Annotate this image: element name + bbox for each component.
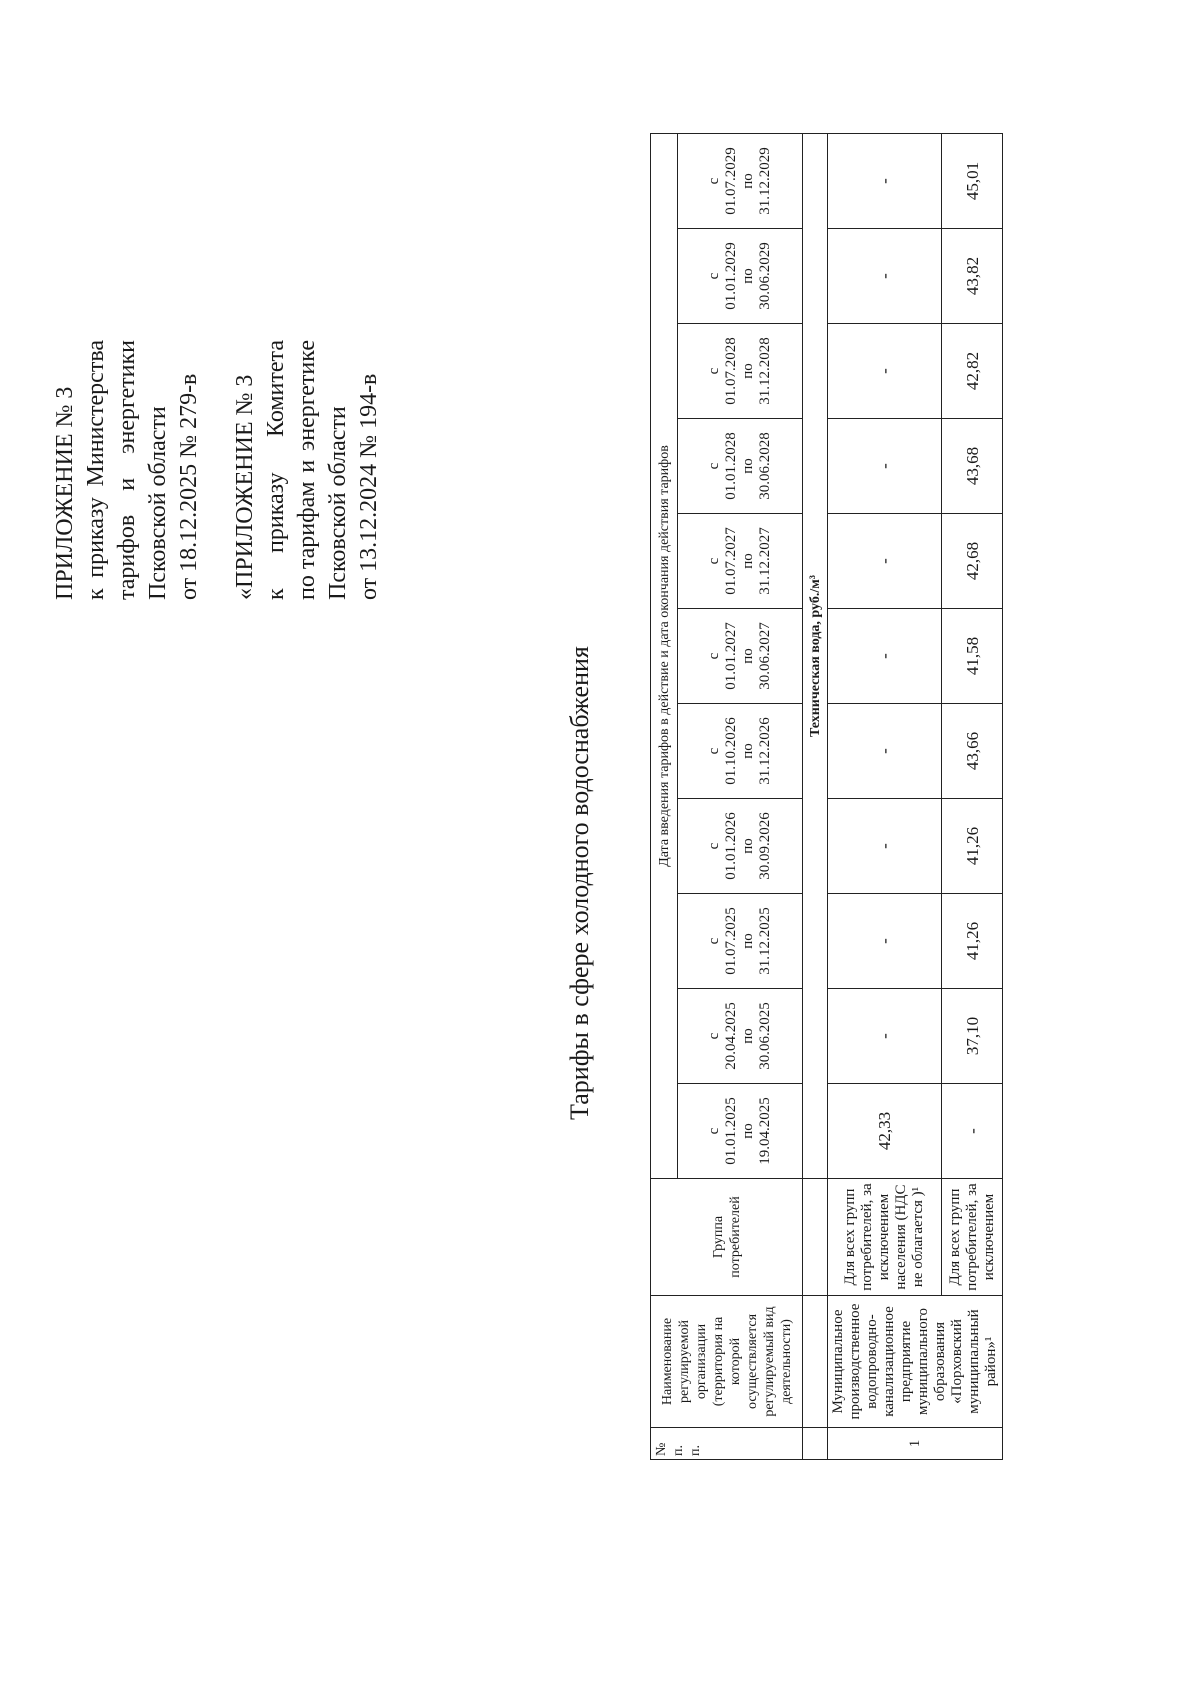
period-header	[678, 704, 803, 799]
tariff-value: 42,33	[828, 1084, 942, 1179]
word: тарифов	[114, 514, 140, 600]
period-header	[678, 894, 803, 989]
period-from	[706, 517, 740, 605]
period-from	[706, 1087, 740, 1175]
appendix-current-title: ПРИЛОЖЕНИЕ № 3	[52, 386, 78, 600]
tariff-value: -	[828, 799, 942, 894]
word: Комитета	[263, 340, 289, 437]
word: энергетике	[294, 340, 320, 452]
tariff-value: -	[828, 419, 942, 514]
period-from	[706, 327, 740, 415]
word: по тарифам	[294, 481, 320, 600]
period-prefix: с	[706, 747, 722, 755]
word: к	[83, 588, 109, 600]
tariff-value: 45,01	[942, 134, 1003, 229]
appendix-previous-line2	[261, 340, 292, 600]
period-start-date: 01.01.2027	[723, 622, 739, 690]
tariff-value: -	[828, 514, 942, 609]
table-row	[828, 134, 942, 1460]
period-from	[706, 232, 740, 320]
period-header	[678, 229, 803, 324]
period-to: 31.12.2025	[757, 907, 773, 975]
period-prefix: с	[706, 367, 722, 375]
section-spacer	[803, 1179, 828, 1296]
period-mid: по	[740, 838, 756, 854]
period-header	[678, 609, 803, 704]
tariff-value: -	[828, 324, 942, 419]
word: и	[114, 477, 140, 491]
tariff-value: 41,58	[942, 609, 1003, 704]
word: приказу	[83, 497, 109, 578]
group-cell: Для всех групп потребителей, за исключением населения (НДС не облагается )¹	[828, 1179, 942, 1296]
period-mid: по	[740, 458, 756, 474]
tariff-value: 43,66	[942, 704, 1003, 799]
period-prefix: с	[706, 937, 722, 945]
tariff-value: -	[828, 989, 942, 1084]
header-org: Наименование регулируемой организации (территория на которой осуществляется регулируемый вид деятельности)	[651, 1296, 803, 1428]
tariff-value: -	[828, 704, 942, 799]
period-prefix: с	[706, 557, 722, 565]
period-to: 30.06.2025	[757, 1002, 773, 1070]
appendix-previous-line3	[292, 340, 323, 600]
appendix-previous-line4: Псковской области	[325, 406, 351, 600]
period-from	[706, 802, 740, 890]
period-prefix: с	[706, 1127, 722, 1135]
document-title: Тарифы в сфере холодного водоснабжения	[565, 646, 594, 1120]
tariff-value: 42,68	[942, 514, 1003, 609]
period-start-date: 20.04.2025	[723, 1002, 739, 1070]
period-start-date: 01.01.2026	[723, 812, 739, 880]
period-prefix: с	[706, 1032, 722, 1040]
table-row	[942, 134, 1003, 1460]
tariff-value: 42,82	[942, 324, 1003, 419]
tariff-table	[650, 133, 1003, 1460]
appendix-current-line4: Псковской области	[145, 406, 171, 600]
period-mid: по	[740, 933, 756, 949]
appendix-current-line2	[81, 340, 112, 600]
period-mid: по	[740, 648, 756, 664]
tariff-value: -	[828, 134, 942, 229]
period-header	[678, 1084, 803, 1179]
period-prefix: с	[706, 652, 722, 660]
period-start-date: 01.01.2028	[723, 432, 739, 500]
period-to: 30.06.2028	[757, 432, 773, 500]
period-from	[706, 612, 740, 700]
word: и	[294, 459, 320, 473]
period-header	[678, 799, 803, 894]
tariff-value: 41,26	[942, 799, 1003, 894]
period-start-date: 01.07.2025	[723, 907, 739, 975]
period-prefix: с	[706, 842, 722, 850]
table-header-row	[651, 134, 678, 1460]
tariff-value: -	[828, 609, 942, 704]
tariff-value: 43,68	[942, 419, 1003, 514]
period-start-date: 01.01.2029	[723, 242, 739, 310]
period-from	[706, 137, 740, 225]
appendix-previous-line5: от 13.12.2024 № 194-в	[356, 373, 382, 600]
period-start-date: 01.01.2025	[723, 1097, 739, 1165]
row-number: 1	[828, 1428, 1003, 1460]
section-spacer	[803, 1428, 828, 1460]
period-from	[706, 897, 740, 985]
tariff-value: -	[828, 894, 942, 989]
tariff-value: -	[828, 229, 942, 324]
period-start-date: 01.07.2028	[723, 337, 739, 405]
period-prefix: с	[706, 272, 722, 280]
word: энергетики	[114, 340, 140, 454]
word: приказу	[263, 472, 289, 553]
period-to: 31.12.2027	[757, 527, 773, 595]
org-name: Муниципальное производственное водопроводно-канализационное предприятие муниципального образования «Порховский муниципальный район»¹	[828, 1296, 1003, 1428]
period-from	[706, 707, 740, 795]
period-header	[678, 989, 803, 1084]
period-start-date: 01.07.2029	[723, 147, 739, 215]
period-header	[678, 134, 803, 229]
period-to: 31.12.2029	[757, 147, 773, 215]
tariff-value: 37,10	[942, 989, 1003, 1084]
period-header	[678, 324, 803, 419]
period-header	[678, 419, 803, 514]
appendix-previous-block	[230, 340, 385, 600]
section-spacer	[803, 1296, 828, 1428]
header-group: Группа потребителей	[651, 1179, 803, 1296]
section-title: Техническая вода, руб./м³	[803, 134, 828, 1179]
tariff-value: -	[942, 1084, 1003, 1179]
tariff-value: 43,82	[942, 229, 1003, 324]
word: Министерства	[83, 340, 109, 487]
appendix-previous-title: «ПРИЛОЖЕНИЕ № 3	[232, 374, 258, 600]
period-from	[706, 422, 740, 510]
period-prefix: с	[706, 177, 722, 185]
period-mid: по	[740, 363, 756, 379]
word: к	[263, 588, 289, 600]
section-row	[803, 134, 828, 1460]
document-sheet	[20, 30, 1180, 1680]
period-to: 30.06.2029	[757, 242, 773, 310]
group-cell: Для всех групп потребителей, за исключением	[942, 1179, 1003, 1296]
period-mid: по	[740, 553, 756, 569]
period-mid: по	[740, 1123, 756, 1139]
period-to: 31.12.2026	[757, 717, 773, 785]
period-header	[678, 514, 803, 609]
header-num: № п. п.	[651, 1428, 803, 1460]
header-dates: Дата введения тарифов в действие и дата окончания действия тарифов	[651, 134, 678, 1179]
period-prefix: с	[706, 462, 722, 470]
period-to: 19.04.2025	[757, 1097, 773, 1165]
tariff-value: 41,26	[942, 894, 1003, 989]
appendix-current-line3	[112, 340, 143, 600]
period-to: 30.09.2026	[757, 812, 773, 880]
period-mid: по	[740, 743, 756, 759]
period-to: 30.06.2027	[757, 622, 773, 690]
period-mid: по	[740, 173, 756, 189]
period-from	[706, 992, 740, 1080]
period-start-date: 01.07.2027	[723, 527, 739, 595]
appendix-current-line5: от 18.12.2025 № 279-в	[176, 373, 202, 600]
appendix-current-block	[50, 340, 205, 600]
period-to: 31.12.2028	[757, 337, 773, 405]
period-mid: по	[740, 268, 756, 284]
period-mid: по	[740, 1028, 756, 1044]
period-start-date: 01.10.2026	[723, 717, 739, 785]
